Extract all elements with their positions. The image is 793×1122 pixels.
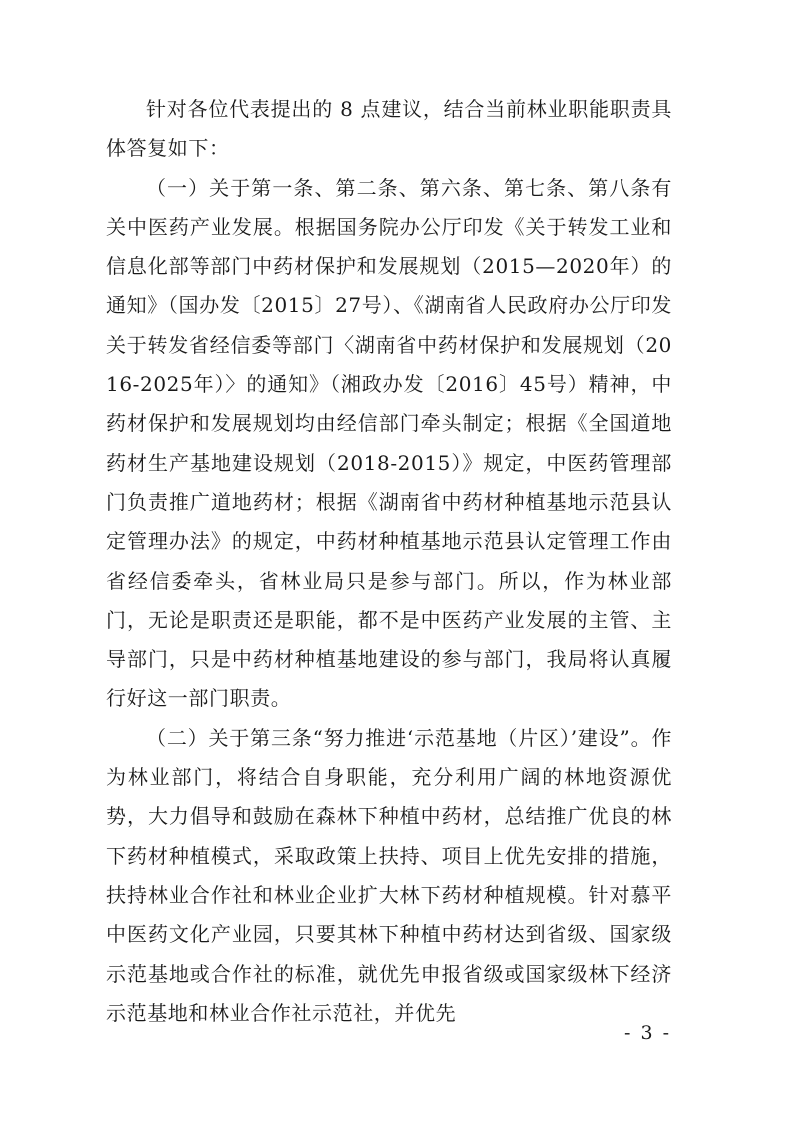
document-body: [106, 90, 672, 1033]
paragraph-intro: 针对各位代表提出的 8 点建议，结合当前林业职能职责具体答复如下：: [106, 97, 672, 161]
page-number: - 3 -: [623, 1022, 671, 1044]
paragraph-section-one: （一）关于第一条、第二条、第六条、第七条、第八条有关中医药产业发展。根据国务院办公厅印发《关于转发工业和信息化部等部门中药材保护和发展规划（2015—2020年）的通知》（国办发〔2015〕27号）、《湖南省人民政府办公厅印发关于转发省经信委等部门〈湖南省中药材保护和发展规划（2016-2025年）〉的通知》（湘政办发〔2016〕45号）精神，中药材保护和发展规划均由经信部门牵头制定；根据《全国道地药材生产基地建设规划（2018-2015）》规定，中医药管理部门负责推广道地药材；根据《湖南省中药材种植基地示范县认定管理办法》的规定，中药材种植基地示范县认定管理工作由省经信委牵头，省林业局只是参与部门。所以，作为林业部门，无论是职责还是职能，都不是中医药产业发展的主管、主导部门，只是中药材种植基地建设的参与部门，我局将认真履行好这一部门职责。: [106, 175, 672, 711]
paragraph-section-two: （二）关于第三条“努力推进‘示范基地（片区）’建设”。作为林业部门，将结合自身职能，充分利用广阔的林地资源优势，大力倡导和鼓励在森林下种植中药材，总结推广优良的林下药材种植模式，采取政策上扶持、项目上优先安排的措施，扶持林业合作社和林业企业扩大林下药材种植规模。针对慕平中医药文化产业园，只要其林下种植中药材达到省级、国家级示范基地或合作社的标准，就优先申报省级或国家级林下经济示范基地和林业合作社示范社，并优先: [106, 725, 672, 1025]
